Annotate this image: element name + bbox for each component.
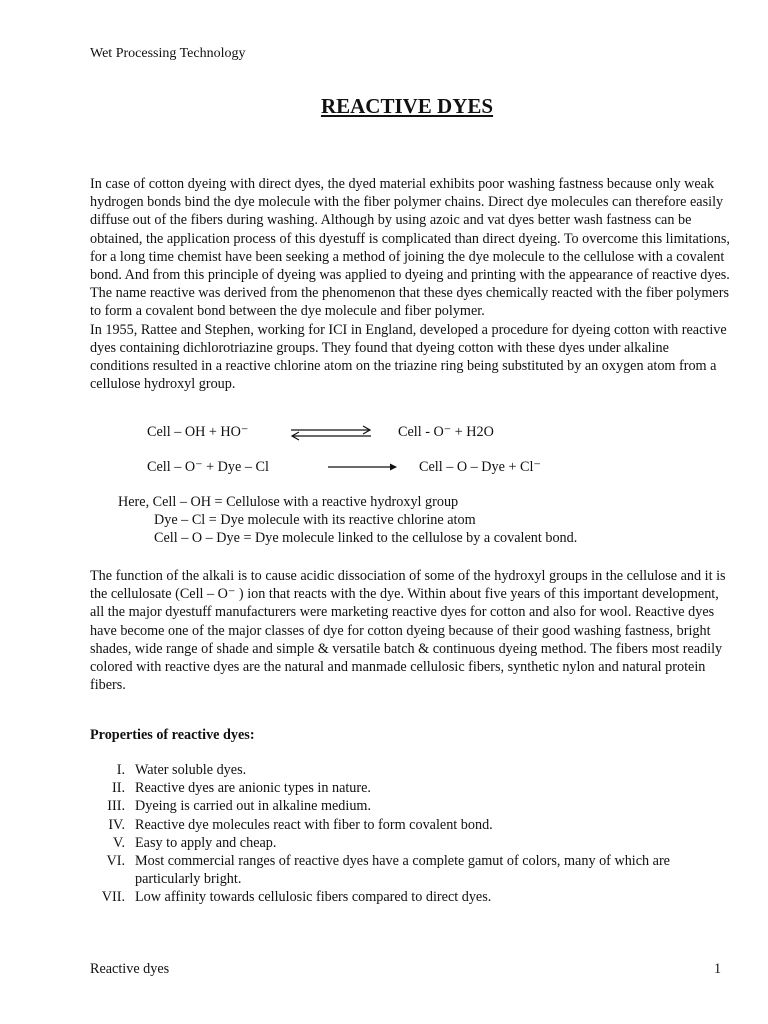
page-number: 1	[714, 961, 722, 977]
running-header: Wet Processing Technology	[90, 46, 246, 61]
list-item	[90, 834, 730, 852]
list-number: IV.	[108, 816, 125, 833]
body-paragraph-3: The function of the alkali is to cause acidic dissociation of some of the hydroxyl groups in the cellulose and it is the cellulosate (Cell – O⁻ ) ion that reacts with the dye. Within about five years of this important development, all the major dyestuff manufacturers were marketing reactive dyes for cotton and also for wool. Reactive dyes have become one of the major classes of dye for cotton dyeing because of their good washing fastness, bright shades, wide range of shade and simple & versatile batch & continuous dyeing method. The fibers most readily colored with reactive dyes are the natural and manmade cellulosic fibers, synthetic nylon and natural protein fibers.	[90, 568, 726, 694]
equation-1-left: Cell – OH + HO⁻	[147, 424, 249, 440]
list-text: Easy to apply and cheap.	[135, 834, 277, 851]
list-text: Dyeing is carried out in alkaline medium.	[135, 798, 371, 815]
definition-line-2: Dye – Cl = Dye molecule with its reactive chlorine atom	[154, 512, 476, 529]
intro-paragraph-1: In case of cotton dyeing with direct dyes, the dyed material exhibits poor washing fastness because only weak hydrogen bonds bind the dye molecule with the fiber polymer chains. Direct dye molecules can therefore easily diffuse out of the fibers during washing. Although by using azoic and vat dyes better wash fastness can be obtained, the application process of this dyestuff is complicated than direct dyeing. To overcome this limitations, for a long time chemist have been seeking a method of joining the dye molecule to the cellulose with a covalent bond. And from this principle of dyeing was applied to dyeing and printing with the appearance of reactive dyes. The name reactive was derived from the phenomenon that these dyes chemically reacted with the fiber polymers to form a covalent bond between the dye molecule and fiber polymer.	[90, 176, 730, 320]
list-item	[90, 761, 730, 779]
list-number: VII.	[101, 889, 125, 906]
equation-1-right: Cell - O⁻ + H2O	[398, 424, 494, 440]
list-item	[90, 797, 730, 815]
list-number: III.	[107, 798, 125, 815]
definitions	[118, 493, 577, 548]
list-item	[90, 888, 730, 906]
equilibrium-arrow-icon	[289, 425, 373, 441]
list-item	[90, 852, 730, 888]
equation-2-left: Cell – O⁻ + Dye – Cl	[147, 459, 269, 475]
list-item	[90, 779, 730, 797]
intro-paragraph-2: In 1955, Rattee and Stephen, working for ICI in England, developed a procedure for dyeing cotton with reactive dyes containing dichlorotriazine groups. They found that dyeing cotton with these dyes under alkaline conditions resulted in a reactive chlorine atom on the triazine ring being substituted by an oxygen atom from a cellulose hydroxyl group.	[90, 321, 727, 393]
list-number: I.	[116, 762, 125, 778]
list-text: Reactive dyes are anionic types in nature.	[135, 780, 371, 797]
definition-line-1: Here, Cell – OH = Cellulose with a reactive hydroxyl group	[118, 494, 459, 510]
page-title: REACTIVE DYES	[320, 94, 494, 118]
list-item	[90, 816, 730, 834]
list-text: Low affinity towards cellulosic fibers compared to direct dyes.	[135, 889, 492, 906]
equation-2-right: Cell – O – Dye + Cl⁻	[419, 459, 541, 475]
reaction-arrow-icon	[327, 462, 399, 472]
footer-label: Reactive dyes	[90, 961, 170, 977]
properties-list	[90, 761, 730, 907]
body-section	[90, 567, 730, 694]
intro-section	[90, 175, 730, 393]
list-text: Water soluble dyes.	[135, 762, 247, 778]
list-number: VI.	[106, 853, 125, 870]
list-number: II.	[112, 780, 125, 797]
properties-heading: Properties of reactive dyes:	[90, 727, 255, 743]
list-number: V.	[113, 834, 125, 851]
list-text: Reactive dye molecules react with fiber to form covalent bond.	[135, 816, 493, 833]
definition-line-3: Cell – O – Dye = Dye molecule linked to the cellulose by a covalent bond.	[154, 530, 578, 547]
list-text: Most commercial ranges of reactive dyes have a complete gamut of colors, many of which are particularly bright.	[135, 853, 670, 888]
